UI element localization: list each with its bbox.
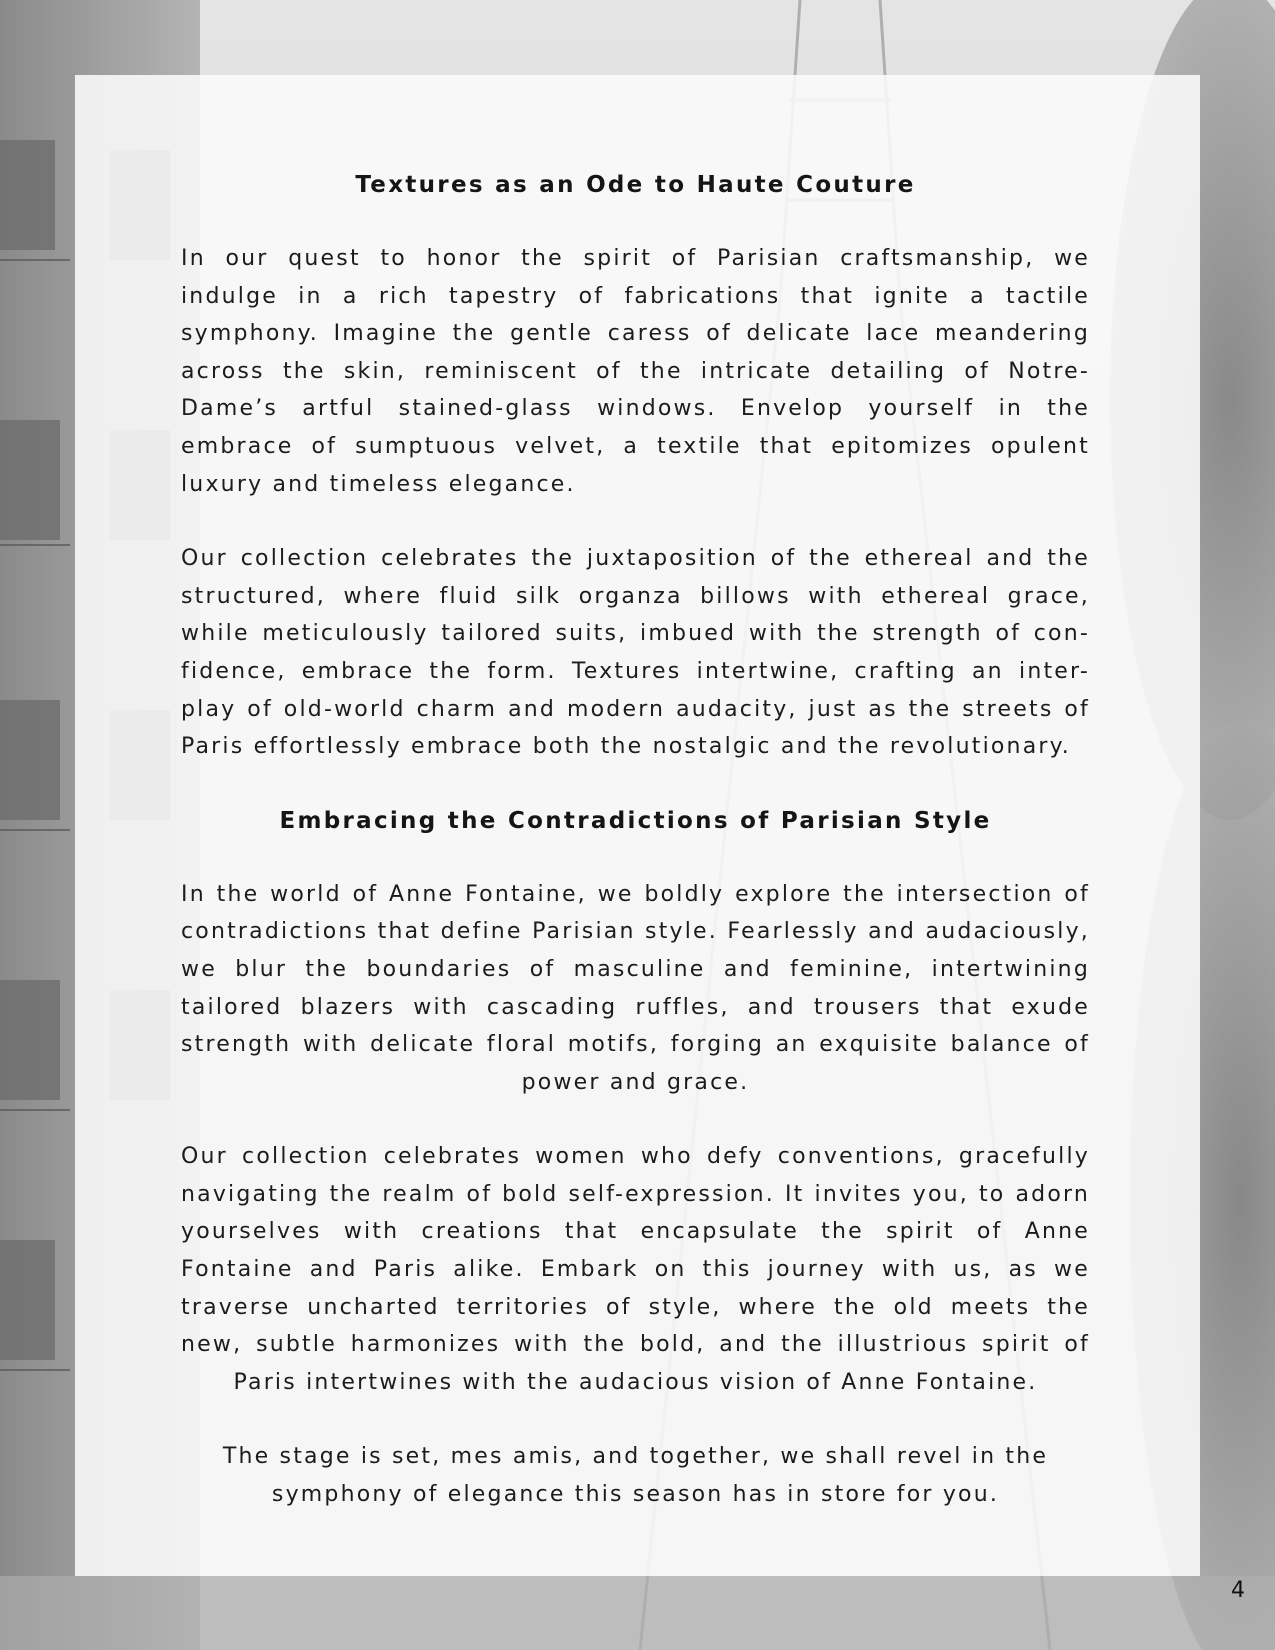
text-panel: [75, 75, 1200, 1576]
section-heading-textures: Textures as an Ode to Haute Couture: [355, 172, 916, 198]
paragraph-contradictions-2: Our collection celebrates women who defy conventions, gracefully navigating the realm of bold self-expression. It invites you, to adorn yourselves with creations that encapsulate the spirit of Anne Fontaine and Paris alike. Embark on this journey with us, as we traverse uncharted territories of style, where the old meets the new, subtle harmonizes with the bold, and the illustrious spirit of Paris intertwines with the audacious vision of Anne Fontaine.: [181, 1144, 1090, 1395]
paragraph-textures-2: Our collection celebrates the juxtaposition of the ethereal and the structured, where fluid silk organza billows with ethereal grace, while meticulously tailored suits, imbued with the strength of con-fidence, embrace the form. Textures intertwine, crafting an inter-play of old-world charm and modern audacity, just as the streets of Paris effortlessly embrace both the nostalgic and the revolutionary.: [181, 546, 1090, 760]
paragraph-textures-1: In our quest to honor the spirit of Parisian craftsmanship, we indulge in a rich tapestry of fabrications that ignite a tactile symphony. Imagine the gentle caress of delicate lace meandering across the skin, reminiscent of the intricate detailing of Notre-Dame’s artful stained-glass windows. Envelop yourself in the embrace of sumptuous velvet, a textile that epitomizes opulent luxury and timeless elegance.: [181, 246, 1090, 497]
paragraph-contradictions-1: In the world of Anne Fontaine, we boldly explore the intersection of contradictions that define Parisian style. Fearlessly and audaciously, we blur the boundaries of masculine and feminine, intertwining tailored blazers with cascading ruffles, and trousers that exude strength with delicate floral motifs, forging an exquisite balance of power and grace.: [181, 881, 1090, 1095]
page-number: 4: [1231, 1578, 1245, 1603]
paragraph-closing: The stage is set, mes amis, and together, we shall revel in the symphony of elegance this season has in store for you.: [222, 1444, 1049, 1508]
section-heading-contradictions: Embracing the Contradictions of Parisian Style: [279, 807, 992, 834]
